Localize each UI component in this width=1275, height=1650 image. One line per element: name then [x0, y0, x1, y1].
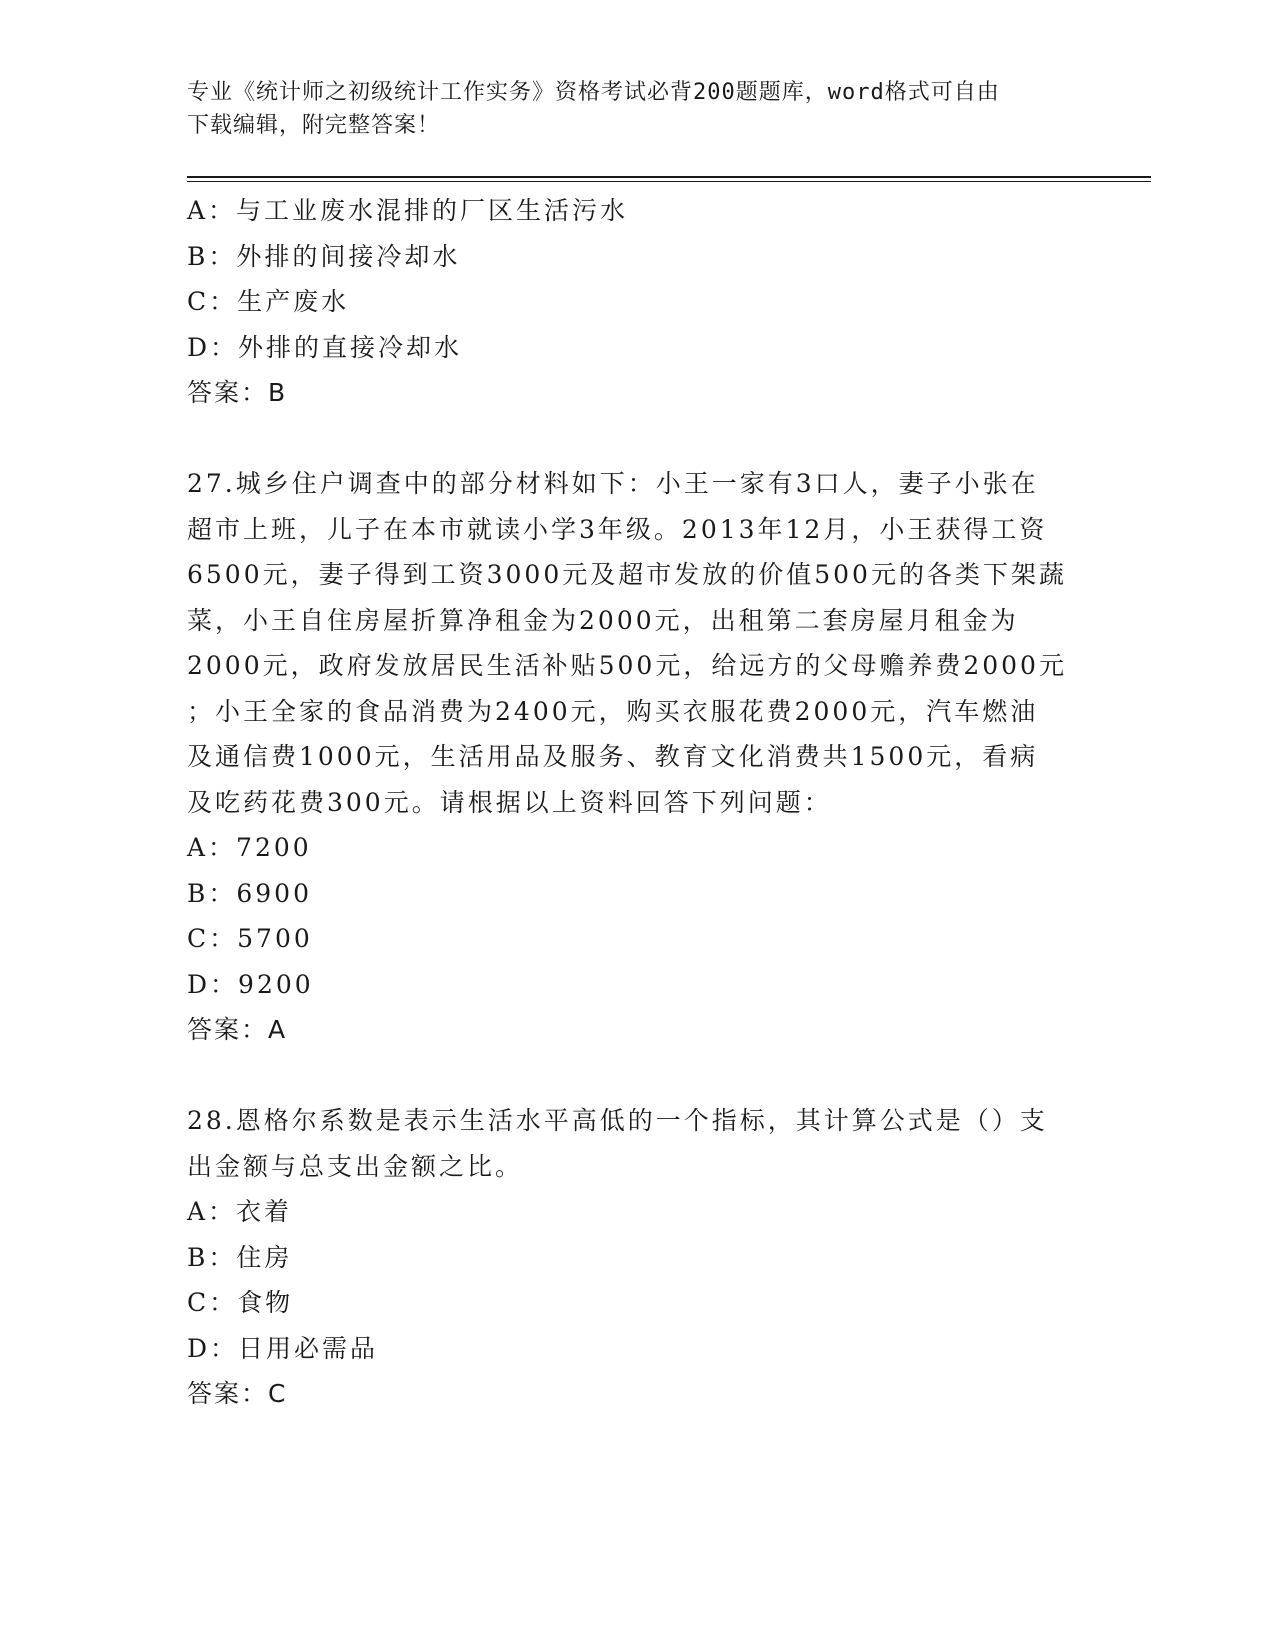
option-b: B：外排的间接冷却水 [187, 241, 461, 271]
answer-line: 答案：C [187, 1379, 288, 1408]
option-b: B：6900 [187, 878, 312, 908]
option-d: D：9200 [187, 969, 314, 999]
answer-line: 答案：A [187, 1015, 288, 1044]
question-content [187, 188, 1087, 1417]
answer-line: 答案：B [187, 378, 288, 407]
question-text-line: ；小王全家的食品消费为2400元，购买衣服花费2000元，汽车燃油 [187, 696, 1039, 726]
option-c: C：生产废水 [187, 287, 350, 316]
option-c: C：食物 [187, 1288, 294, 1317]
document-header [187, 76, 1087, 142]
question-text-line: 出金额与总支出金额之比。 [187, 1151, 524, 1181]
spacer [187, 416, 1087, 462]
option-a: A：与工业废水混排的厂区生活污水 [187, 196, 629, 225]
option-c: C：5700 [187, 924, 313, 953]
question-text-line: 28.恩格尔系数是表示生活水平高低的一个指标，其计算公式是（）支 [187, 1106, 1048, 1135]
option-d: D：日用必需品 [187, 1333, 379, 1363]
question-text-line: 6500元，妻子得到工资3000元及超市发放的价值500元的各类下架蔬 [187, 560, 1067, 589]
header-line-2: 下载编辑，附完整答案！ [187, 113, 441, 138]
question-text-line: 超市上班，儿子在本市就读小学3年级。2013年12月，小王获得工资 [187, 514, 1048, 544]
question-text-line: 菜，小王自住房屋折算净租金为2000元，出租第二套房屋月租金为 [187, 605, 1019, 635]
question-26 [187, 188, 1087, 416]
header-divider-thick [187, 176, 1151, 178]
option-a: A：7200 [187, 833, 312, 862]
question-text-line: 及吃药花费300元。请根据以上资料回答下列问题： [187, 787, 832, 817]
question-28 [187, 1098, 1087, 1417]
question-text-line: 及通信费1000元，生活用品及服务、教育文化消费共1500元，看病 [187, 742, 1039, 771]
header-divider-thin [187, 181, 1151, 182]
question-text-line: 27.城乡住户调查中的部分材料如下：小王一家有3口人，妻子小张在 [187, 469, 1039, 498]
spacer [187, 1053, 1087, 1099]
header-line-1: 专业《统计师之初级统计工作实务》资格考试必背200题题库，word格式可自由 [187, 80, 1000, 105]
option-a: A：衣着 [187, 1197, 293, 1226]
option-d: D：外排的直接冷却水 [187, 332, 463, 362]
option-b: B：住房 [187, 1242, 293, 1272]
question-text-line: 2000元，政府发放居民生活补贴500元，给远方的父母赡养费2000元 [187, 651, 1067, 680]
question-27 [187, 461, 1087, 1053]
